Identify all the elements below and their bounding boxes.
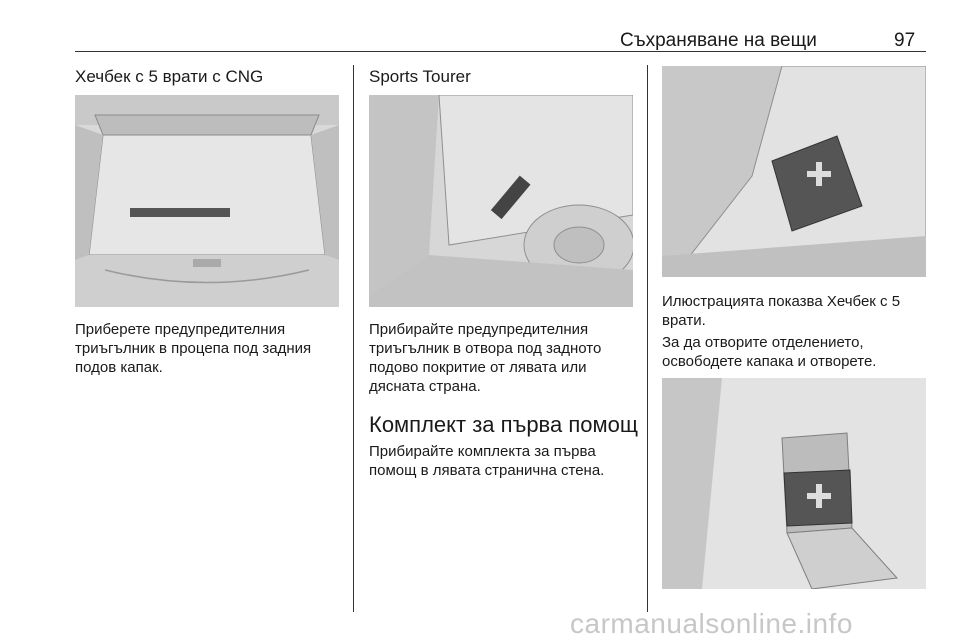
first-aid-kit-heading: Комплект за първа помощ <box>369 412 638 437</box>
col1-line: подов капак. <box>75 359 163 376</box>
first-aid-paragraph <box>369 442 604 480</box>
col1-line: триъгълник в процепа под задния <box>75 340 312 357</box>
column-divider-2 <box>647 65 648 612</box>
page-number: 97 <box>894 30 916 51</box>
caption-line: Илюстрацията показва Хечбек с 5 <box>662 293 901 310</box>
instruction-paragraph <box>662 333 876 371</box>
first-aid-line: помощ в лявата странична стена. <box>369 462 605 479</box>
spare-wheel-well-illustration <box>369 95 633 307</box>
trunk-floor-illustration <box>75 95 339 307</box>
first-aid-compartment-illustration <box>662 66 926 277</box>
col1-paragraph <box>75 320 311 377</box>
instruction-line: освободете капака и отворете. <box>662 353 877 370</box>
caption-line: врати. <box>662 312 706 329</box>
caption-paragraph <box>662 292 900 330</box>
header-divider <box>75 51 926 52</box>
sports-tourer-heading: Sports Tourer <box>369 67 471 86</box>
col1-line: Приберете предупредителния <box>75 321 286 338</box>
col2-line: Прибирайте предупредителния <box>369 321 589 338</box>
hatchback-cng-heading: Хечбек с 5 врати с CNG <box>75 67 264 86</box>
open-compartment-illustration <box>662 378 926 589</box>
column-divider-1 <box>353 65 354 612</box>
col2-line: триъгълник в отвора под задното <box>369 340 602 357</box>
col2-paragraph <box>369 320 601 396</box>
watermark: carmanualsonline.info <box>570 608 853 639</box>
instruction-line: За да отворите отделението, <box>662 334 864 351</box>
col2-line: подово покритие от лявата или <box>369 359 587 376</box>
first-aid-line: Прибирайте комплекта за първа <box>369 443 596 460</box>
page-title: Съхраняване на вещи <box>620 30 817 51</box>
col2-line: дясната страна. <box>369 378 481 395</box>
